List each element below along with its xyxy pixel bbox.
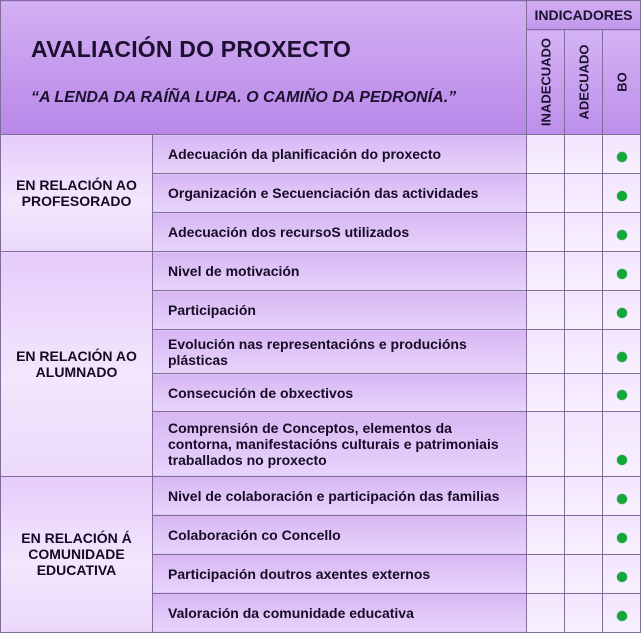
cell-adecuado	[565, 374, 603, 411]
cell-inadecuado	[527, 174, 565, 213]
criterion-label: Consecución de obxectivos	[153, 374, 527, 411]
cell-inadecuado	[527, 374, 565, 411]
column-header-adecuado: ADECUADO	[565, 30, 603, 135]
cell-adecuado	[565, 411, 603, 476]
cell-bo	[603, 593, 641, 632]
column-header-bo: BO	[603, 30, 641, 135]
cell-adecuado	[565, 554, 603, 593]
cell-bo	[603, 213, 641, 252]
criterion-label: Adecuación da planificación do proxecto	[153, 135, 527, 174]
cell-adecuado	[565, 515, 603, 554]
cell-inadecuado	[527, 411, 565, 476]
check-dot-icon	[617, 455, 627, 465]
cell-adecuado	[565, 330, 603, 374]
table-row	[1, 252, 641, 291]
criterion-label: Valoración da comunidade educativa	[153, 593, 527, 632]
column-header-inadecuado: INADECUADO	[527, 30, 565, 135]
indicators-header: INDICADORES	[527, 1, 641, 30]
check-dot-icon	[617, 611, 627, 621]
cell-adecuado	[565, 593, 603, 632]
cell-bo	[603, 135, 641, 174]
cell-adecuado	[565, 252, 603, 291]
criterion-label: Colaboración co Concello	[153, 515, 527, 554]
cell-bo	[603, 374, 641, 411]
cell-bo	[603, 476, 641, 515]
cell-inadecuado	[527, 330, 565, 374]
section-comunidade-educativa: EN RELACIÓN Á COMUNIDADE EDUCATIVA	[1, 476, 153, 632]
cell-inadecuado	[527, 291, 565, 330]
criterion-label: Evolución nas representacións e producións plásticas	[153, 330, 527, 374]
table-row	[1, 476, 641, 515]
check-dot-icon	[617, 191, 627, 201]
title-block	[1, 1, 527, 135]
check-dot-icon	[617, 390, 627, 400]
cell-inadecuado	[527, 135, 565, 174]
project-subtitle: “A LENDA DA RAÍÑA LUPA. O CAMIÑO DA PEDRONÍA.”	[31, 89, 457, 106]
criterion-label: Adecuación dos recursoS utilizados	[153, 213, 527, 252]
check-dot-icon	[617, 572, 627, 582]
page-title: AVALIACIÓN DO PROXECTO	[31, 36, 352, 62]
check-dot-icon	[617, 308, 627, 318]
criterion-label: Participación	[153, 291, 527, 330]
criterion-label: Nivel de motivación	[153, 252, 527, 291]
check-dot-icon	[617, 152, 627, 162]
cell-adecuado	[565, 291, 603, 330]
cell-bo	[603, 252, 641, 291]
cell-inadecuado	[527, 213, 565, 252]
cell-inadecuado	[527, 593, 565, 632]
criterion-label: Nivel de colaboración e participación das familias	[153, 476, 527, 515]
criterion-label: Participación doutros axentes externos	[153, 554, 527, 593]
cell-bo	[603, 174, 641, 213]
cell-bo	[603, 411, 641, 476]
criterion-label: Comprensión de Conceptos, elementos da contorna, manifestacións culturais e patrimoniais traballados no proxecto	[153, 411, 527, 476]
cell-adecuado	[565, 213, 603, 252]
cell-inadecuado	[527, 554, 565, 593]
cell-bo	[603, 515, 641, 554]
check-dot-icon	[617, 494, 627, 504]
section-profesorado: EN RELACIÓN AO PROFESORADO	[1, 135, 153, 252]
table-row	[1, 135, 641, 174]
cell-bo	[603, 554, 641, 593]
cell-bo	[603, 330, 641, 374]
cell-adecuado	[565, 174, 603, 213]
check-dot-icon	[617, 230, 627, 240]
check-dot-icon	[617, 269, 627, 279]
section-alumnado: EN RELACIÓN AO ALUMNADO	[1, 252, 153, 476]
cell-adecuado	[565, 476, 603, 515]
cell-bo	[603, 291, 641, 330]
cell-inadecuado	[527, 252, 565, 291]
cell-inadecuado	[527, 476, 565, 515]
criterion-label: Organización e Secuenciación das actividades	[153, 174, 527, 213]
cell-inadecuado	[527, 515, 565, 554]
check-dot-icon	[617, 352, 627, 362]
cell-adecuado	[565, 135, 603, 174]
check-dot-icon	[617, 533, 627, 543]
